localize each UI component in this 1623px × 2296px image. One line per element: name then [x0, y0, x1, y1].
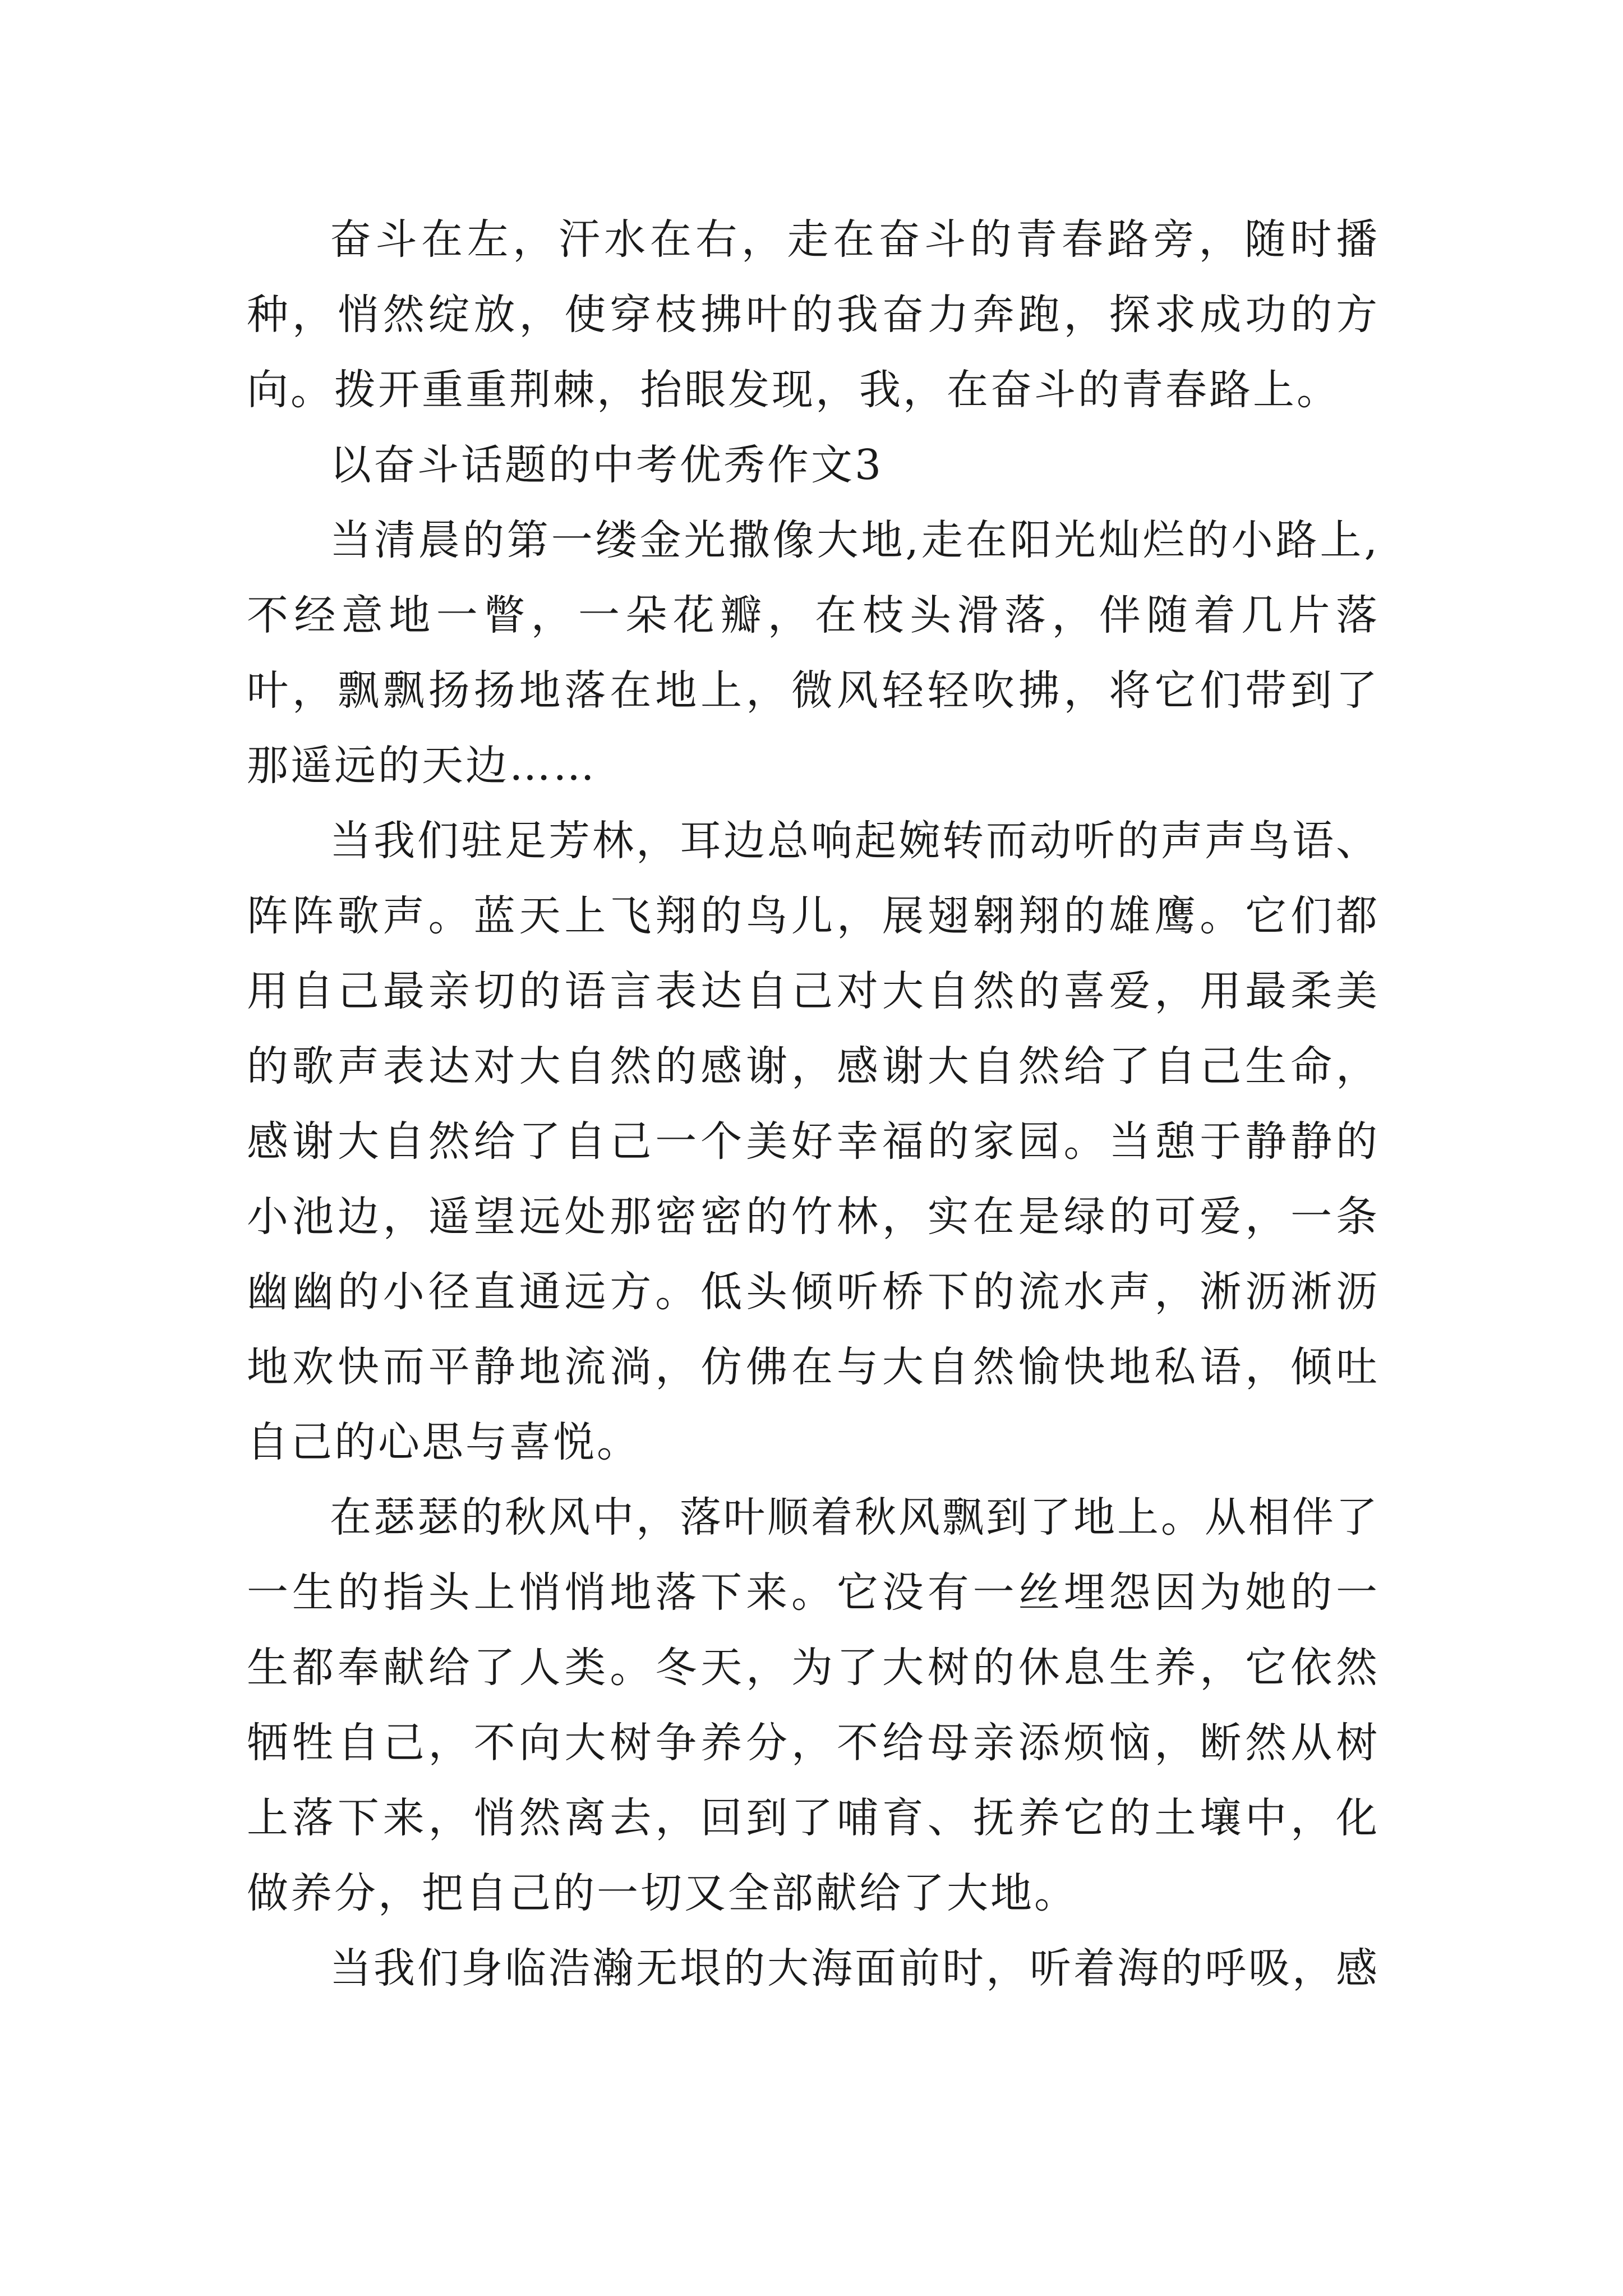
- paragraph-2: 当清晨的第一缕金光撒像大地,走在阳光灿烂的小路上,不经意地一瞥，一朵花瓣，在枝头滑落，伴随着几片落叶，飘飘扬扬地落在地上，微风轻轻吹拂，将它们带到了那遥远的天边……: [247, 516, 1380, 790]
- section-heading: 以奋斗话题的中考优秀作文3: [330, 441, 884, 489]
- paragraph-4: 在瑟瑟的秋风中，落叶顺着秋风飘到了地上。从相伴了一生的指头上悄悄地落下来。它没有一丝埋怨因为她的一生都奉献给了人类。冬天，为了大树的休息生养，它依然牺牲自己，不向大树争养分，不给母亲添烦恼，断然从树上落下来，悄然离去，回到了哺育、抚养它的土壤中，化做养分，把自己的一切又全部献给了大地。: [247, 1493, 1380, 1917]
- paragraph-5: 当我们身临浩瀚无垠的大海面前时，听着海的呼吸，感: [330, 1944, 1380, 1993]
- paragraph-1: 奋斗在左，汗水在右，走在奋斗的青春路旁，随时播种，悄然绽放，使穿枝拂叶的我奋力奔跑，探求成功的方向。拨开重重荆棘，抬眼发现，我，在奋斗的青春路上。: [247, 215, 1380, 414]
- paragraph-3: 当我们驻足芳林，耳边总响起婉转而动听的声声鸟语、阵阵歌声。蓝天上飞翔的鸟儿，展翅翱翔的雄鹰。它们都用自己最亲切的语言表达自己对大自然的喜爱，用最柔美的歌声表达对大自然的感谢，感谢大自然给了自己生命，感谢大自然给了自己一个美好幸福的家园。当憩于静静的小池边，遥望远处那密密的竹林，实在是绿的可爱，一条幽幽的小径直通远方。低头倾听桥下的流水声，淅沥淅沥地欢快而平静地流淌，仿佛在与大自然愉快地私语，倾吐自己的心思与喜悦。: [247, 817, 1380, 1466]
- document-body: [247, 202, 1380, 2006]
